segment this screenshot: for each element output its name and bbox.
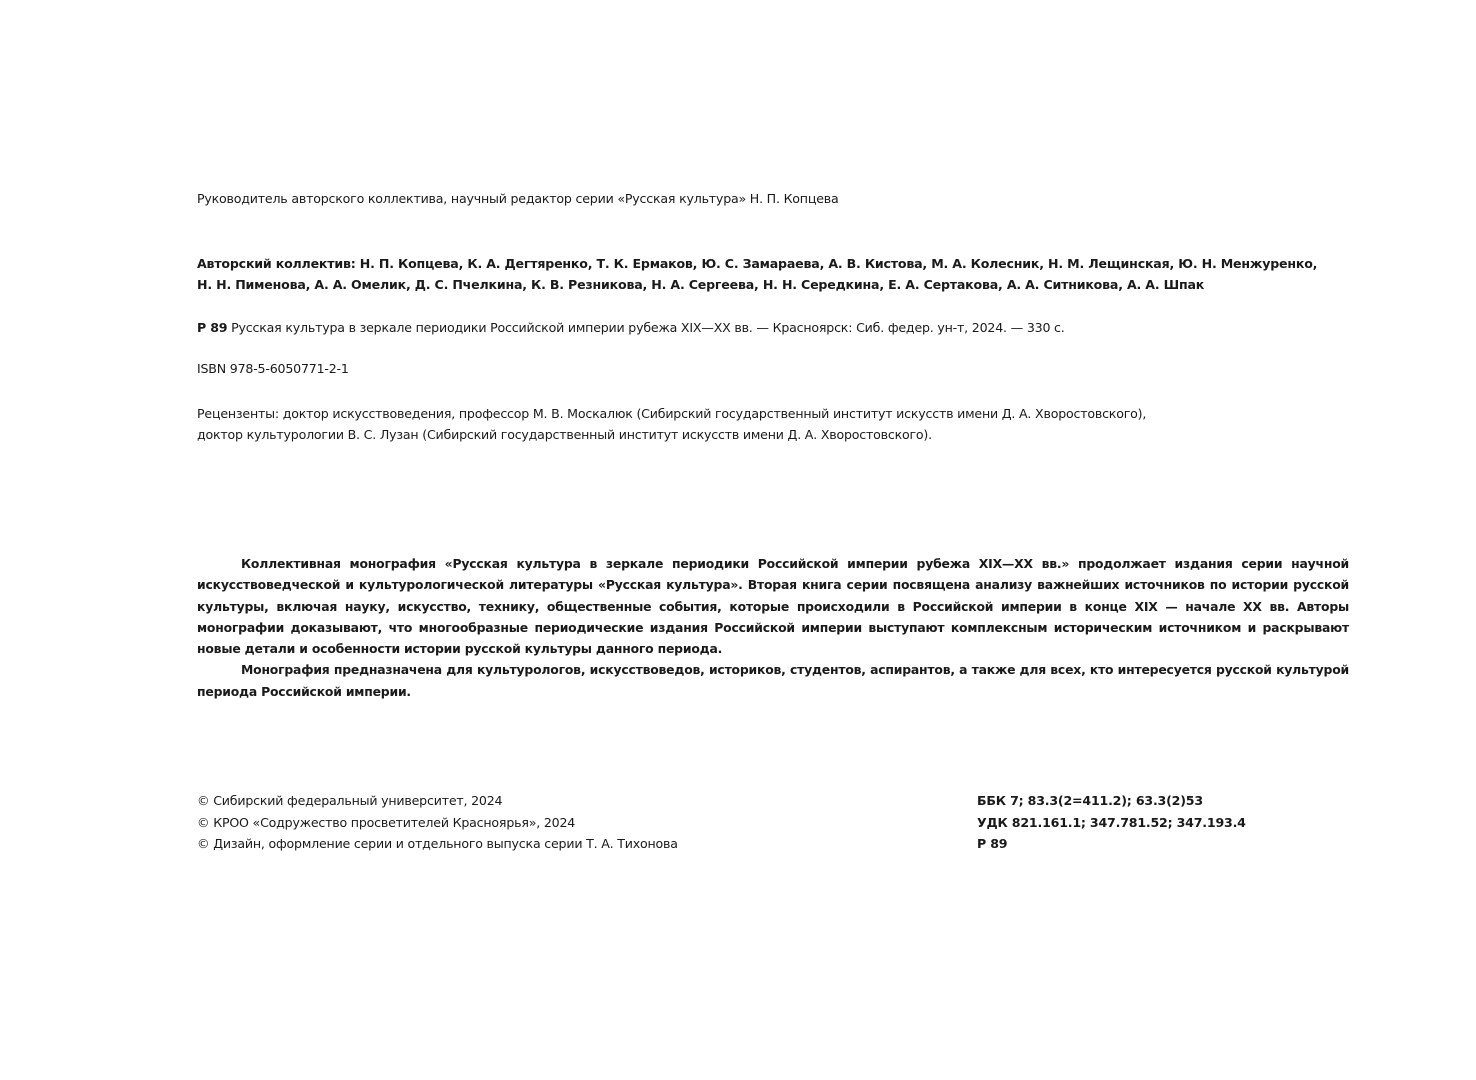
copyright-line: © КРОО «Содружество просветителей Красноярья», 2024 [197, 814, 576, 830]
copyright-line: © Сибирский федеральный университет, 2024 [197, 793, 503, 808]
copyright-block [197, 790, 678, 855]
authors-line-2: Н. Н. Пименова, А. А. Омелик, Д. С. Пчелкина, К. В. Резникова, Н. А. Сергеева, Н. Н. Середкина, Е. А. Сертакова, А. А. Ситникова, А. А. Шпак [197, 277, 1205, 292]
udk-index: УДК 821.161.1; 347.781.52; 347.193.4 [977, 814, 1246, 830]
annotation [197, 553, 1349, 702]
bibliographic-record [197, 317, 1065, 339]
reviewers-line-1: Рецензенты: доктор искусствоведения, профессор М. В. Москалюк (Сибирский государственный институт искусств имени Д. А. Хворостовского), [197, 406, 1147, 421]
bibliographic-code: Р 89 [197, 320, 228, 335]
isbn: ISBN 978-5-6050771-2-1 [197, 361, 349, 376]
annotation-paragraph-2: Монография предназначена для культурологов, искусствоведов, историков, студентов, аспирантов, а также для всех, кто интересуется русской культурой периода Российской империи. [197, 662, 1349, 699]
scientific-editor-line: Руководитель авторского коллектива, научный редактор серии «Русская культура» Н. П. Копцева [197, 191, 839, 206]
authors-line-1: Авторский коллектив: Н. П. Копцева, К. А. Дегтяренко, Т. К. Ермаков, Ю. С. Замараева, А. В. Кистова, М. А. Колесник, Н. М. Лещинская, Ю. Н. Менжуренко, [197, 256, 1318, 271]
classification-block [977, 790, 1246, 855]
annotation-paragraph-1: Коллективная монография «Русская культура в зеркале периодики Российской империи рубежа XIX—XX вв.» продолжает издания серии научной искусствоведческой и культурологической литературы «Русская культура». Вторая книга серии посвящена анализу важнейших источников по истории русской культуры, включая науку, искусство, технику, общественные события, которые происходили в Российской империи в конце XIX — начале XX вв. Авторы монографии доказывают, что многообразные периодические издания Российской империи выступают комплексным историческим источником и раскрывают новые детали и особенности истории русской культуры данного периода. [197, 556, 1349, 657]
bbk-index: ББК 7; 83.3(2=411.2); 63.3(2)53 [977, 793, 1203, 808]
copyright-line: © Дизайн, оформление серии и отдельного выпуска серии Т. А. Тихонова [197, 836, 678, 851]
reviewers-line-2: доктор культурологии В. С. Лузан (Сибирский государственный институт искусств имени Д. А. Хворостовского). [197, 427, 932, 442]
bibliographic-entry: Русская культура в зеркале периодики Российской империи рубежа XIX—XX вв. — Красноярск: Сиб. федер. ун-т, 2024. — 330 с. [231, 320, 1065, 335]
author-sign: Р 89 [977, 836, 1008, 851]
